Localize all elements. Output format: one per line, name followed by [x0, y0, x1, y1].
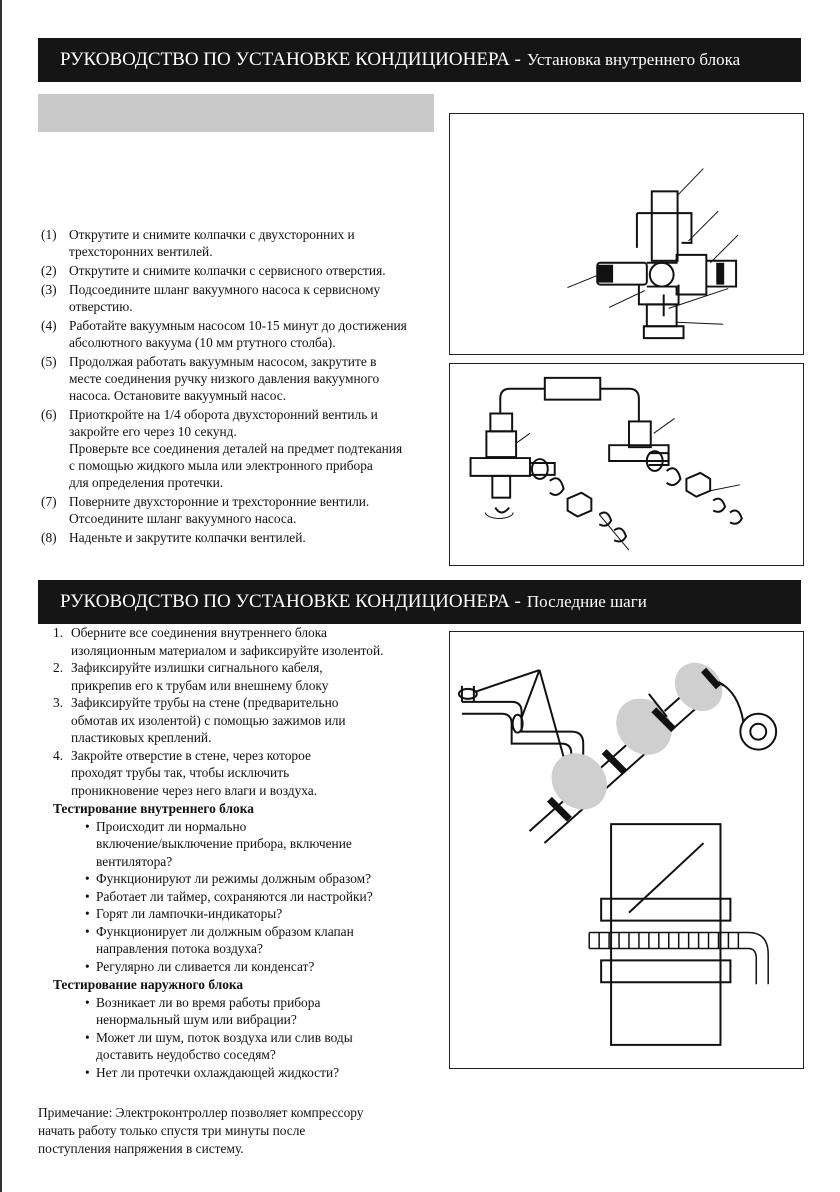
step-number: (8)	[41, 530, 57, 545]
item-text: Зафиксируйте трубы на стене (предварительно	[71, 695, 339, 710]
check-text: Горят ли лампочки-индикаторы?	[96, 906, 283, 921]
check-text: Происходит ли нормально	[96, 818, 247, 834]
bullet-icon: •	[85, 871, 90, 886]
note-text: Примечание: Электроконтроллер позволяет компрессору	[38, 1105, 364, 1120]
item-text: Зафиксируйте излишки сигнального кабеля,	[71, 660, 323, 675]
note-text: начать работу только спустя три минуты после	[38, 1123, 306, 1138]
list-item	[41, 226, 451, 260]
list-item	[41, 262, 451, 279]
checklist-item	[53, 1064, 448, 1082]
check-text: направления потока воздуха?	[96, 941, 263, 956]
checklist-item	[53, 994, 448, 1029]
bullet-icon: •	[85, 906, 90, 921]
item-text: проникновение через него влаги и воздуха.	[71, 782, 318, 798]
step-text: Открутите и снимите колпачки с двухсторонних и	[69, 227, 355, 242]
valve-diagram	[450, 114, 803, 354]
step-text: отверстию.	[69, 299, 133, 314]
note-text: поступления напряжения в систему.	[38, 1141, 244, 1156]
step-text: Поверните двухсторонние и трехсторонние вентили.	[69, 494, 370, 509]
bullet-icon: •	[85, 888, 90, 904]
item-number: 4.	[53, 747, 64, 763]
banner-title: РУКОВОДСТВО ПО УСТАНОВКЕ КОНДИЦИОНЕРА -	[60, 49, 521, 70]
step-text: для определения протечки.	[69, 475, 224, 490]
step-number: (5)	[41, 354, 57, 369]
valve-cross-section-figure	[449, 113, 804, 355]
list-item	[53, 659, 448, 694]
step-text: Продолжая работать вакуумным насосом, закрутите в	[69, 354, 377, 369]
item-text: обмотав их изолентой) с помощью зажимов или	[71, 712, 346, 728]
step-text: абсолютного вакуума (10 мм ртутного столба).	[69, 335, 336, 350]
check-text: включение/выключение прибора, включение	[96, 836, 352, 851]
indoor-test-heading: Тестирование внутреннего блока	[53, 801, 254, 816]
evacuation-steps-list	[41, 226, 451, 548]
step-number: (7)	[41, 494, 57, 509]
list-item	[41, 353, 451, 404]
outdoor-test-heading: Тестирование наружного блока	[53, 977, 244, 992]
step-text: закройте его через 10 секунд.	[69, 424, 237, 439]
banner-subtitle: Последние шаги	[526, 592, 647, 611]
step-number: (1)	[41, 227, 57, 242]
check-text: Функционирует ли должным образом клапан	[96, 923, 354, 939]
bullet-icon: •	[85, 994, 90, 1010]
list-item	[53, 624, 448, 659]
checklist-item	[53, 958, 448, 976]
section-banner-indoor	[38, 38, 801, 82]
compressor-note	[38, 1104, 458, 1158]
banner-title: РУКОВОДСТВО ПО УСТАНОВКЕ КОНДИЦИОНЕРА -	[60, 591, 521, 612]
list-item	[41, 529, 451, 546]
step-text: Работайте вакуумным насосом 10-15 минут до достижения	[69, 318, 407, 333]
check-text: Нет ли протечки охлаждающей жидкости?	[96, 1064, 340, 1080]
checklist-item	[53, 923, 448, 958]
checklist-item	[53, 818, 448, 871]
step-text: месте соединения ручку низкого давления вакуумного	[69, 371, 380, 386]
item-number: 2.	[53, 660, 64, 675]
check-text: Функционируют ли режимы должным образом?	[96, 871, 372, 886]
item-text: Закройте отверстие в стене, через которое	[71, 747, 311, 763]
checklist-item	[53, 870, 448, 888]
step-text: Открутите и снимите колпачки с сервисного отверстия.	[69, 263, 386, 278]
check-text: вентилятора?	[96, 853, 173, 869]
pipe-wrapping-diagram	[450, 632, 803, 1068]
checklist-item	[53, 888, 448, 906]
pump-connection-diagram	[450, 364, 803, 565]
step-number: (6)	[41, 407, 57, 422]
item-text: прикрепив его к трубам или внешнему блоку	[71, 677, 329, 693]
list-item	[41, 317, 451, 351]
section-subheader-bar	[38, 94, 434, 132]
bullet-icon: •	[85, 1064, 90, 1080]
item-number: 3.	[53, 695, 64, 710]
check-text: доставить неудобство соседям?	[96, 1047, 276, 1062]
item-text: проходят трубы так, чтобы исключить	[71, 765, 290, 780]
bullet-icon: •	[85, 1029, 90, 1045]
check-text: ненормальный шум или вибрации?	[96, 1012, 297, 1027]
checklist-item	[53, 905, 448, 923]
list-item	[53, 747, 448, 800]
final-steps-list	[53, 624, 448, 1081]
bullet-icon: •	[85, 923, 90, 939]
vacuum-pump-connection-figure	[449, 363, 804, 566]
item-number: 1.	[53, 625, 64, 640]
step-text: Отсоедините шланг вакуумного насоса.	[69, 511, 297, 526]
check-text: Работает ли таймер, сохраняются ли настройки?	[96, 888, 373, 904]
step-text: трехсторонних вентилей.	[69, 244, 213, 259]
list-item	[41, 406, 451, 491]
step-text: Приоткройте на 1/4 оборота двухсторонний вентиль и	[69, 407, 378, 422]
item-text: Оберните все соединения внутреннего блока	[71, 625, 327, 640]
step-text: Проверьте все соединения деталей на предмет подтекания	[69, 441, 403, 456]
list-item	[41, 281, 451, 315]
step-number: (3)	[41, 282, 57, 297]
list-item	[53, 694, 448, 747]
step-number: (4)	[41, 318, 57, 333]
section-banner-final	[38, 580, 801, 624]
banner-subtitle: Установка внутреннего блока	[526, 50, 741, 69]
item-text: пластиковых креплений.	[71, 730, 212, 745]
item-text: изоляционным материалом и зафиксируйте изолентой.	[71, 642, 384, 658]
list-item	[41, 493, 451, 527]
checklist-item	[53, 1029, 448, 1064]
check-text: Регулярно ли сливается ли конденсат?	[96, 958, 315, 974]
bullet-icon: •	[85, 958, 90, 974]
step-text: с помощью жидкого мыла или электронного прибора	[69, 458, 373, 473]
step-text: Подсоедините шланг вакуумного насоса к сервисному	[69, 282, 381, 297]
step-text: насоса. Остановите вакуумный насос.	[69, 388, 287, 403]
step-text: Наденьте и закрутите колпачки вентилей.	[69, 530, 306, 545]
check-text: Возникает ли во время работы прибора	[96, 994, 321, 1010]
step-number: (2)	[41, 263, 57, 278]
check-text: Может ли шум, поток воздуха или слив воды	[96, 1029, 353, 1045]
page-edge-line	[0, 0, 2, 1192]
pipe-wrapping-figure	[449, 631, 804, 1069]
bullet-icon: •	[85, 818, 90, 834]
